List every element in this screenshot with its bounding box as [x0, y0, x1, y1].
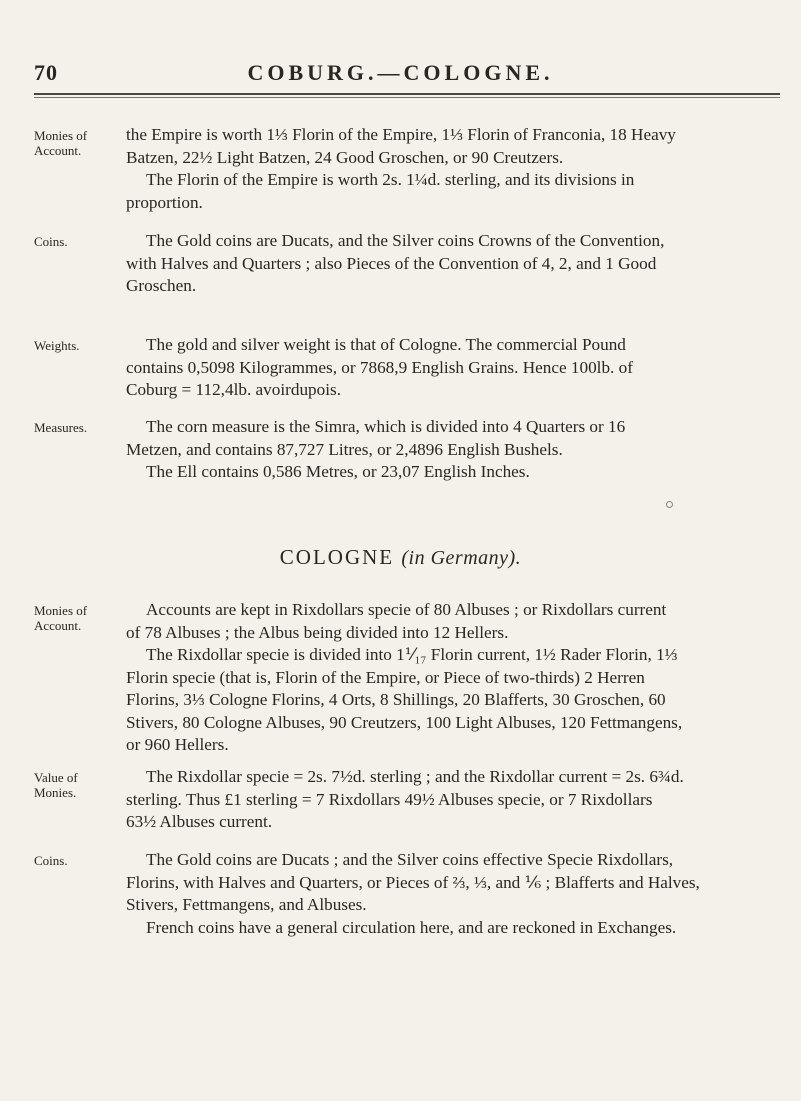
running-head: COBURG.—COLOGNE. — [247, 60, 554, 85]
cologne-value-paragraph — [126, 766, 782, 834]
text-line: Accounts are kept in Rixdollars specie of 80 Albuses ; or Rixdollars current — [146, 600, 667, 619]
sidenote-monies-of-account-cologne: Monies of Account. — [34, 603, 88, 633]
text-line: of 78 Albuses ; the Albus being divided into 12 Hellers. — [126, 622, 509, 642]
coburg-coins-paragraph — [126, 230, 782, 298]
page-number: 70 — [34, 60, 58, 85]
text-line: Batzen, 22½ Light Batzen, 24 Good Groschen, or 90 Creutzers. — [126, 147, 564, 167]
text-line: or 960 Hellers. — [126, 735, 229, 754]
sidenote-coins: Coins. — [34, 234, 68, 249]
text-line: The Rixdollar specie is divided into 1⅟₁₇ Florin current, 1½ Rader Florin, 1⅓ — [146, 645, 678, 664]
text-line: The gold and silver weight is that of Cologne. The commercial Pound — [146, 335, 626, 354]
text-line: 63½ Albuses current. — [126, 812, 273, 831]
text-line: The corn measure is the Simra, which is divided into 4 Quarters or 16 — [146, 417, 626, 436]
sidenote-weights: Weights. — [34, 338, 80, 353]
sidenote-value-of-monies: Value of Monies. — [34, 770, 78, 800]
text-line: The Florin of the Empire is worth 2s. 1¼d. sterling, and its divisions in — [146, 170, 635, 189]
sidenote-monies-of-account: Monies of Account. — [34, 128, 88, 158]
print-speck — [666, 501, 673, 508]
text-line: Groschen. — [126, 276, 197, 295]
text-line: Stivers, 80 Cologne Albuses, 90 Creutzers, 100 Light Albuses, 120 Fettmangens, — [126, 712, 683, 732]
coburg-monies-paragraph — [126, 124, 782, 214]
text-line: contains 0,5098 Kilogrammes, or 7868,9 English Grains. Hence 100lb. of — [126, 357, 633, 377]
header-rule — [34, 93, 780, 95]
cologne-coins-paragraph — [126, 849, 782, 939]
sidenote-coins-cologne: Coins. — [34, 853, 68, 868]
text-line: the Empire is worth 1⅓ Florin of the Empire, 1⅓ Florin of Franconia, 18 Heavy — [126, 125, 676, 144]
sidenote-measures: Measures. — [34, 420, 88, 435]
text-line: The Rixdollar specie = 2s. 7½d. sterling ; and the Rixdollar current = 2s. 6¾d. — [146, 767, 684, 786]
header-rule-thin — [34, 97, 780, 98]
text-line: The Gold coins are Ducats, and the Silver coins Crowns of the Convention, — [146, 231, 665, 250]
text-line: Stivers, Fettmangens, and Albuses. — [126, 895, 367, 914]
section-heading-cologne — [0, 545, 801, 570]
text-line: The Gold coins are Ducats ; and the Silver coins effective Specie Rixdollars, — [146, 850, 674, 869]
text-line: Florins, with Halves and Quarters, or Pieces of ⅔, ⅓, and ⅙ ; Blafferts and Halves, — [126, 872, 700, 892]
text-line: sterling. Thus £1 sterling = 7 Rixdollars 49½ Albuses specie, or 7 Rixdollars — [126, 789, 653, 809]
heading-title: COLOGNE — [279, 545, 395, 569]
coburg-measures-paragraph — [126, 416, 782, 484]
cologne-monies-paragraph — [126, 599, 782, 757]
text-line: Coburg = 112,4lb. avoirdupois. — [126, 380, 341, 399]
coburg-weights-paragraph — [126, 334, 782, 402]
text-line: Metzen, and contains 87,727 Litres, or 2,4896 English Bushels. — [126, 439, 563, 459]
text-line: Florin specie (that is, Florin of the Empire, or Piece of two-thirds) 2 Herren — [126, 667, 645, 687]
text-line: French coins have a general circulation here, and are reckoned in Exchanges. — [146, 917, 677, 937]
text-line: Florins, 3⅓ Cologne Florins, 4 Orts, 8 Shillings, 20 Blafferts, 30 Groschen, 60 — [126, 690, 666, 709]
text-line: The Ell contains 0,586 Metres, or 23,07 English Inches. — [146, 462, 530, 481]
text-line: proportion. — [126, 192, 203, 212]
heading-subtitle: (in Germany). — [401, 547, 522, 569]
text-line: with Halves and Quarters ; also Pieces of the Convention of 4, 2, and 1 Good — [126, 253, 657, 273]
